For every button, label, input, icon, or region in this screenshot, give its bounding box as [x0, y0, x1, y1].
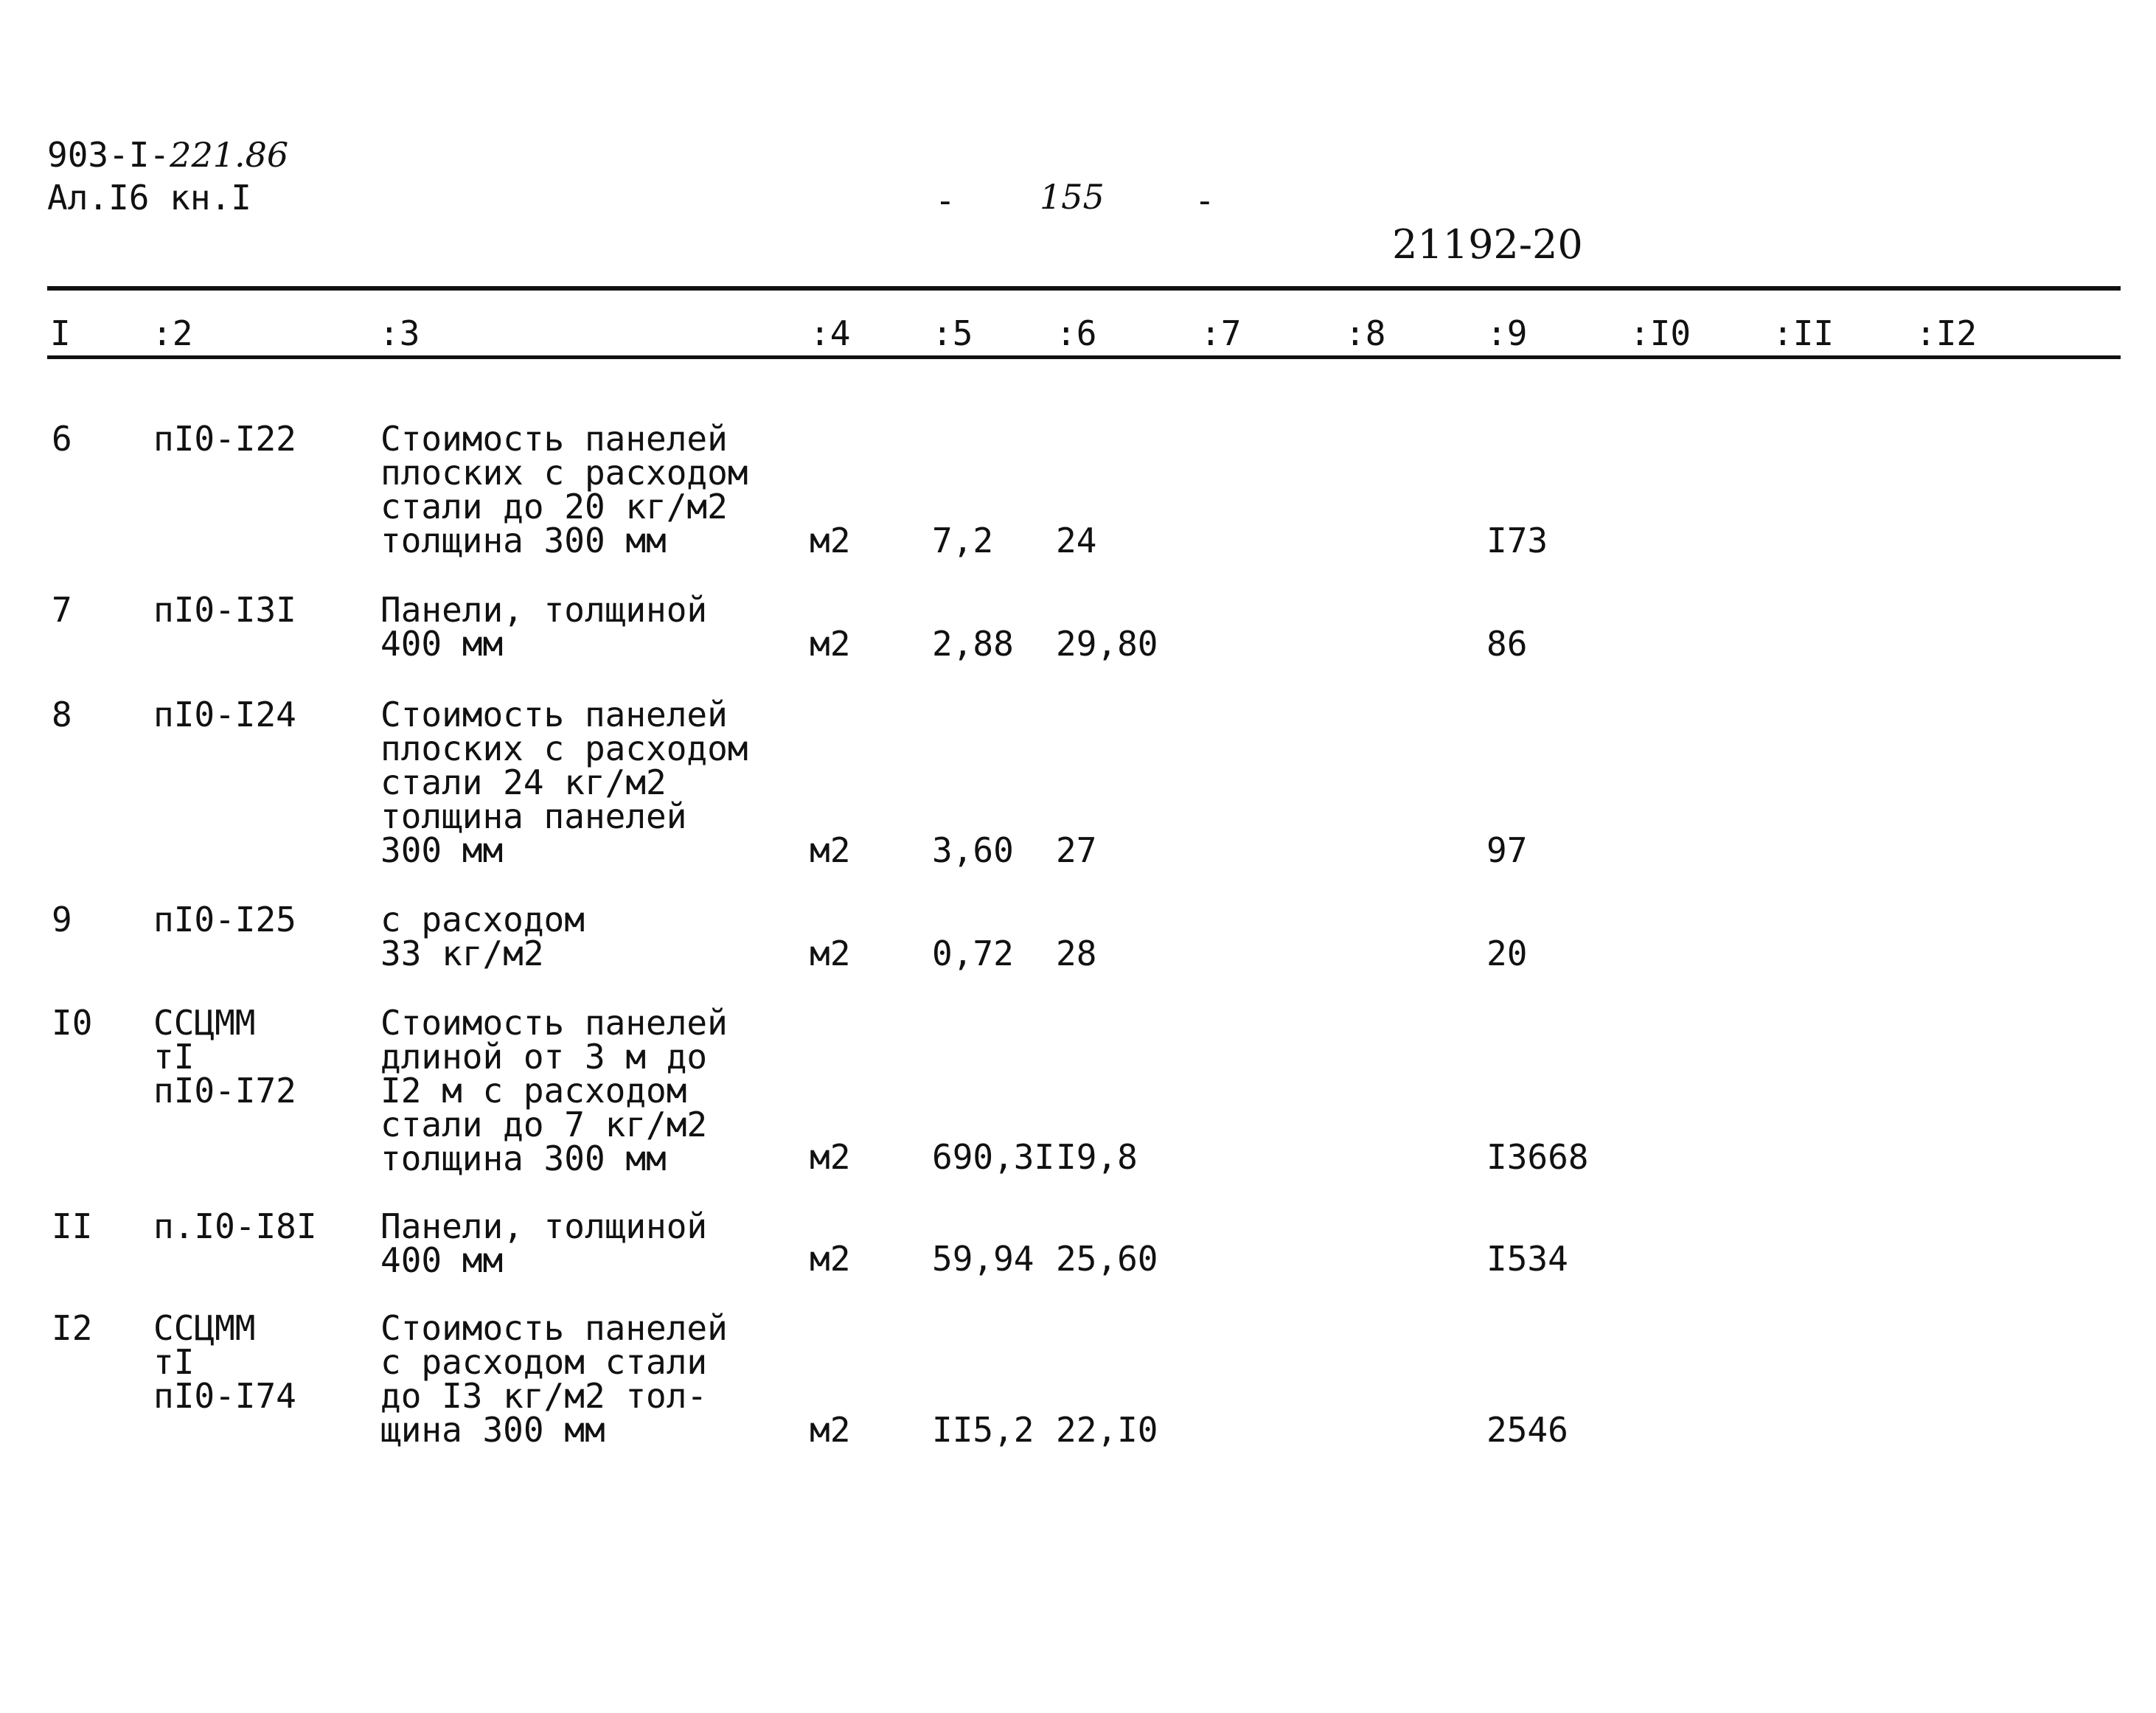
- album-label: Ал.I6 кн.I: [47, 178, 251, 218]
- row-total: I73: [1486, 521, 1548, 560]
- header-bottom-rule: [47, 355, 2121, 359]
- row-total: 86: [1486, 624, 1528, 664]
- row-description: Панели, толщиной 400 мм: [380, 590, 708, 664]
- row-description: Стоимость панелей плоских с расходом стали 24 кг/м2 толщина панелей 300 мм: [380, 695, 748, 870]
- row-quantity: II5,2: [932, 1410, 1034, 1450]
- row-total: 97: [1486, 830, 1528, 870]
- row-code: пI0-I22: [153, 419, 296, 459]
- row-unit: м2: [810, 934, 851, 973]
- row-description: Панели, толщиной 400 мм: [380, 1206, 708, 1280]
- row-code: п.I0-I8I: [153, 1206, 317, 1246]
- row-unit: м2: [810, 830, 851, 870]
- row-code: ССЦММ тI пI0-I74: [153, 1308, 296, 1416]
- column-header-7: :7: [1200, 313, 1242, 353]
- column-header-12: :I2: [1916, 313, 1978, 353]
- page-dash-right: -: [1195, 181, 1215, 220]
- row-code: ССЦММ тI пI0-I72: [153, 1003, 296, 1111]
- row-unit-price: I9,8: [1056, 1137, 1138, 1177]
- column-header-6: :6: [1056, 313, 1097, 353]
- column-header-2: :2: [152, 313, 193, 353]
- row-unit-price: 29,80: [1056, 624, 1158, 664]
- page-dash-left: -: [935, 181, 956, 220]
- row-number: 8: [52, 695, 72, 734]
- row-number: II: [52, 1206, 93, 1246]
- row-code: пI0-I24: [153, 695, 296, 734]
- row-quantity: 2,88: [932, 624, 1014, 664]
- column-header-10: :I0: [1630, 313, 1691, 353]
- column-header-5: :5: [932, 313, 973, 353]
- row-unit: м2: [810, 1239, 851, 1279]
- row-code: пI0-I25: [153, 900, 296, 939]
- row-number: 6: [52, 419, 72, 459]
- document-code-prefix: 903-I-: [47, 135, 170, 175]
- row-quantity: 7,2: [932, 521, 994, 560]
- inventory-number: 21192-20: [1392, 221, 1583, 268]
- row-unit: м2: [810, 1137, 851, 1177]
- column-header-9: :9: [1486, 313, 1528, 353]
- row-unit-price: 28: [1056, 934, 1097, 973]
- row-total: 20: [1486, 934, 1528, 973]
- row-quantity: 3,60: [932, 830, 1014, 870]
- column-header-3: :3: [379, 313, 420, 353]
- top-rule: [47, 286, 2121, 291]
- row-quantity: 690,3I: [932, 1137, 1055, 1177]
- document-code: [47, 137, 288, 173]
- row-number: I2: [52, 1308, 93, 1348]
- row-number: 9: [52, 900, 72, 939]
- row-unit-price: 24: [1056, 521, 1097, 560]
- row-quantity: 0,72: [932, 934, 1014, 973]
- row-unit: м2: [810, 1410, 851, 1450]
- row-description: Стоимость панелей с расходом стали до I3 кг/м2 тол- щина 300 мм: [380, 1308, 728, 1450]
- row-code: пI0-I3I: [153, 590, 296, 630]
- column-header-1: I: [50, 313, 71, 353]
- column-header-4: :4: [810, 313, 851, 353]
- row-description: с расходом 33 кг/м2: [380, 900, 585, 973]
- row-total: I534: [1486, 1239, 1568, 1279]
- column-header-8: :8: [1345, 313, 1386, 353]
- row-total: 2546: [1486, 1410, 1568, 1450]
- row-quantity: 59,94: [932, 1239, 1034, 1279]
- row-number: I0: [52, 1003, 93, 1043]
- page-number: 155: [1040, 177, 1105, 217]
- row-number: 7: [52, 590, 72, 630]
- row-description: Стоимость панелей плоских с расходом стали до 20 кг/м2 толщина 300 мм: [380, 419, 748, 560]
- row-unit-price: 27: [1056, 830, 1097, 870]
- row-unit: м2: [810, 624, 851, 664]
- row-unit-price: 25,60: [1056, 1239, 1158, 1279]
- row-total: I3668: [1486, 1137, 1589, 1177]
- row-unit: м2: [810, 521, 851, 560]
- row-unit-price: 22,I0: [1056, 1410, 1158, 1450]
- row-description: Стоимость панелей длиной от 3 м до I2 м с расходом стали до 7 кг/м2 толщина 300 мм: [380, 1003, 728, 1178]
- document-code-handwritten: 221.86: [170, 135, 289, 175]
- column-header-11: :II: [1773, 313, 1835, 353]
